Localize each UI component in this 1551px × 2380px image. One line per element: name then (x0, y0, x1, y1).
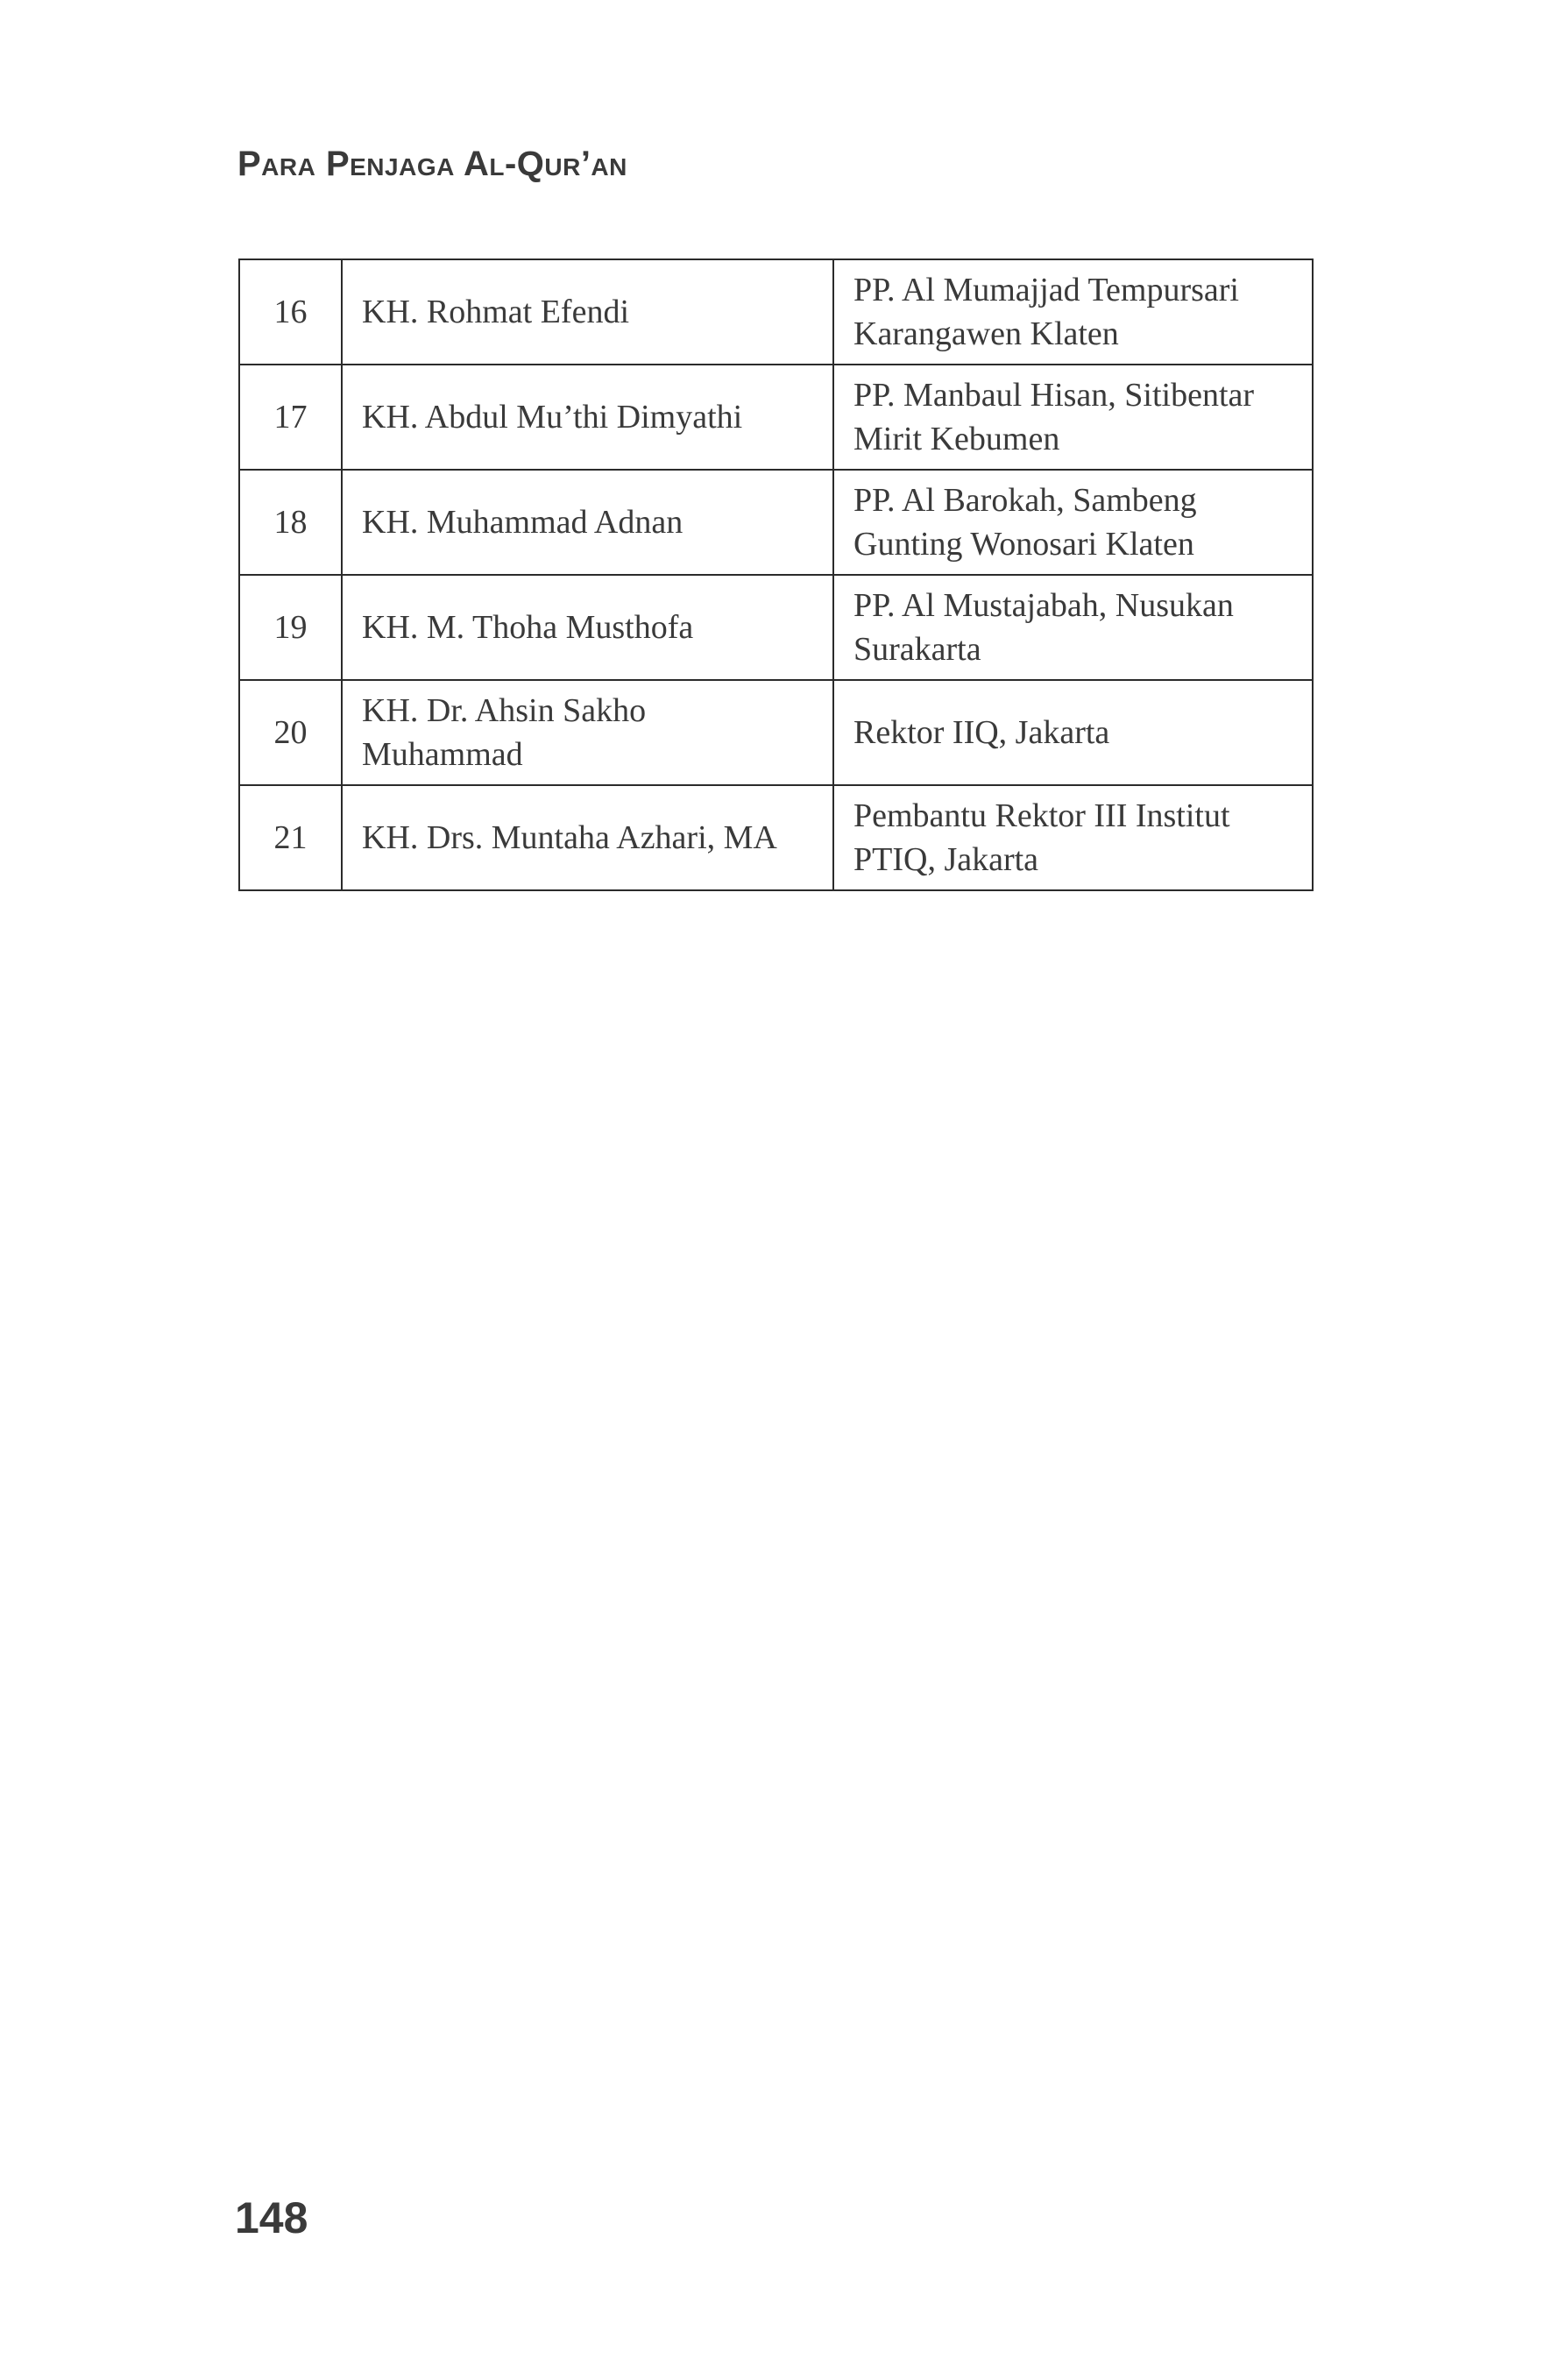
institution: PP. Al Barokah, Sambeng Gunting Wonosari Klaten (833, 470, 1313, 575)
institution: PP. Al Mustajabah, Nusukan Surakarta (833, 575, 1313, 680)
institution: Pembantu Rektor III Institut PTIQ, Jakarta (833, 785, 1313, 890)
institution: PP. Al Mumajjad Tempursari Karangawen Klaten (833, 259, 1313, 365)
row-number: 17 (239, 365, 342, 470)
row-number: 18 (239, 470, 342, 575)
table-row (239, 365, 1313, 470)
person-name: KH. Abdul Mu’thi Dimyathi (342, 365, 833, 470)
table-row (239, 785, 1313, 890)
row-number: 21 (239, 785, 342, 890)
person-name: KH. Drs. Muntaha Azhari, MA (342, 785, 833, 890)
table-row (239, 575, 1313, 680)
roster-table (238, 259, 1314, 891)
table-row (239, 680, 1313, 785)
page-number: 148 (235, 2193, 308, 2242)
table-row (239, 259, 1313, 365)
institution: Rektor IIQ, Jakarta (833, 680, 1313, 785)
person-name: KH. Rohmat Efendi (342, 259, 833, 365)
person-name: KH. Muhammad Adnan (342, 470, 833, 575)
row-number: 19 (239, 575, 342, 680)
table-row (239, 470, 1313, 575)
running-header: Para Penjaga Al-Qur’an (237, 145, 627, 183)
row-number: 20 (239, 680, 342, 785)
row-number: 16 (239, 259, 342, 365)
person-name: KH. Dr. Ahsin Sakho Muhammad (342, 680, 833, 785)
person-name: KH. M. Thoha Musthofa (342, 575, 833, 680)
institution: PP. Manbaul Hisan, Sitibentar Mirit Kebumen (833, 365, 1313, 470)
